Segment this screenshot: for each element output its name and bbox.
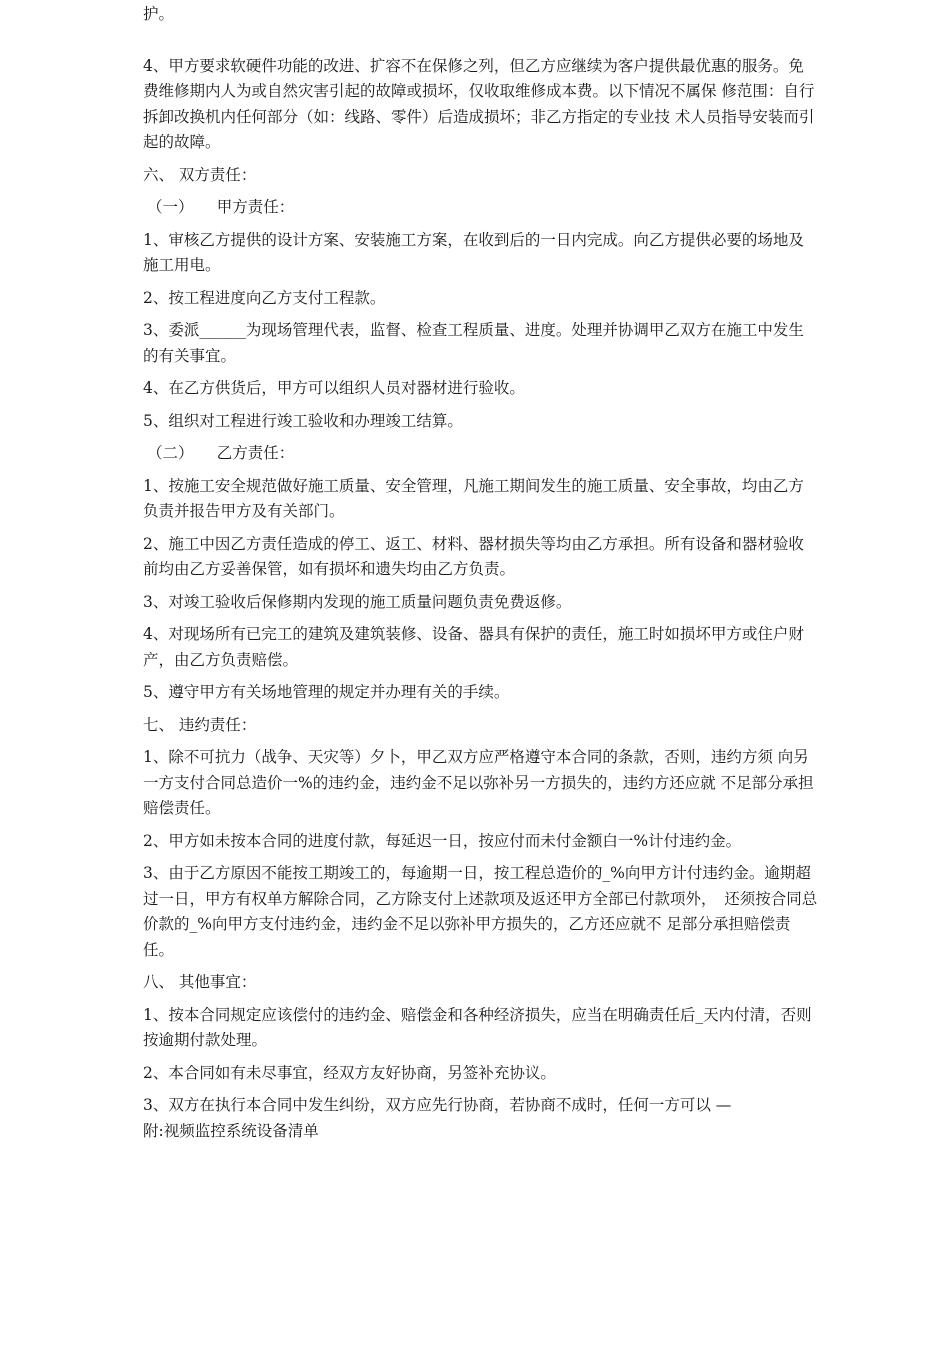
breach-item-2: 2、甲方如未按本合同的进度付款，每延迟一日，按应付而未付金额白一%计付违约金。 [143,831,742,850]
party-a-item-5: 5、组织对工程进行竣工验收和办理竣工结算。 [143,411,463,430]
breach-item-1: 1、除不可抗力（战争、天灾等）夕卜，甲乙双方应严格遵守本合同的条款，否则，违约方须 向另一方支付合同总造价一%的违约金，违约金不足以弥补另一方损失的，违约方还应就 不足部分承担赔偿责任。 [143,748,814,817]
party-b-item-1: 1、按施工安全规范做好施工质量、安全管理，凡施工期间发生的施工质量、安全事故，均由乙方负责并报告甲方及有关部门。 [143,476,804,520]
document-page [143,0,819,1144]
subsection-heading-party-b: （二） 乙方责任： [147,444,295,462]
section-heading-6: 六、 双方责任： [143,165,257,184]
party-b-item-2: 2、施工中因乙方责任造成的停工、返工、材料、器材损失等均由乙方承担。所有设备和器材验收前均由乙方妥善保管，如有损坏和遗失均由乙方负责。 [143,534,804,578]
other-item-2: 2、本合同如有未尽事宜，经双方友好协商，另签补充协议。 [143,1063,556,1082]
party-a-item-4: 4、在乙方供货后，甲方可以组织人员对器材进行验收。 [143,379,525,397]
subsection-heading-party-a: （一） 甲方责任： [147,198,295,216]
party-a-item-3: 3、委派______为现场管理代表，监督、检查工程质量、进度。处理并协调甲乙双方在施工中发生的有关事宜。 [143,321,804,365]
party-b-item-4: 4、对现场所有已完工的建筑及建筑装修、设备、器具有保护的责任，施工时如损坏甲方或住户财产，由乙方负责赔偿。 [143,625,804,669]
paragraph-continuation: 护。 [143,5,175,23]
section-heading-8: 八、 其他事宜： [143,973,257,991]
party-b-item-3: 3、对竣工验收后保修期内发现的施工质量问题负责免费返修。 [143,592,572,611]
breach-item-3: 3、由于乙方原因不能按工期竣工的，每逾期一日，按工程总造价的_%向甲方计付违约金。逾期超过一日，甲方有权单方解除合同，乙方除支付上述款项及返还甲方全部已付款项外， 还须按合同总价款的_%向甲方支付违约金，违约金不足以弥补甲方损失的，乙方还应就不 足部分承担赔偿责任。 [143,864,818,959]
party-a-item-2: 2、按工程进度向乙方支付工程款。 [143,288,386,307]
other-item-3: 3、双方在执行本合同中发生纠纷，双方应先行协商，若协商不成时，任何一方可以 — [143,1096,732,1114]
party-b-item-5: 5、遵守甲方有关场地管理的规定并办理有关的手续。 [143,683,510,701]
other-item-1: 1、按本合同规定应该偿付的违约金、赔偿金和各种经济损失，应当在明确责任后_天内付清，否则按逾期付款处理。 [143,1005,812,1049]
section-heading-7: 七、 违约责任： [143,715,257,734]
party-a-item-1: 1、审核乙方提供的设计方案、安装施工方案，在收到后的一日内完成。向乙方提供必要的场地及施工用电。 [143,230,804,274]
appendix-note: 附:视频监控系统设备清单 [143,1121,319,1140]
clause-4-maintenance: 4、甲方要求软硬件功能的改进、扩容不在保修之列，但乙方应继续为客户提供最优惠的服务。免费维修期内人为或自然灾害引起的故障或损坏，仅收取维修成本费。以下情况不属保 修范围：自行拆卸改换机内任何部分（如：线路、零件）后造成损坏；非乙方指定的专业技 术人员指导安装而引起的故障。 [143,56,815,151]
